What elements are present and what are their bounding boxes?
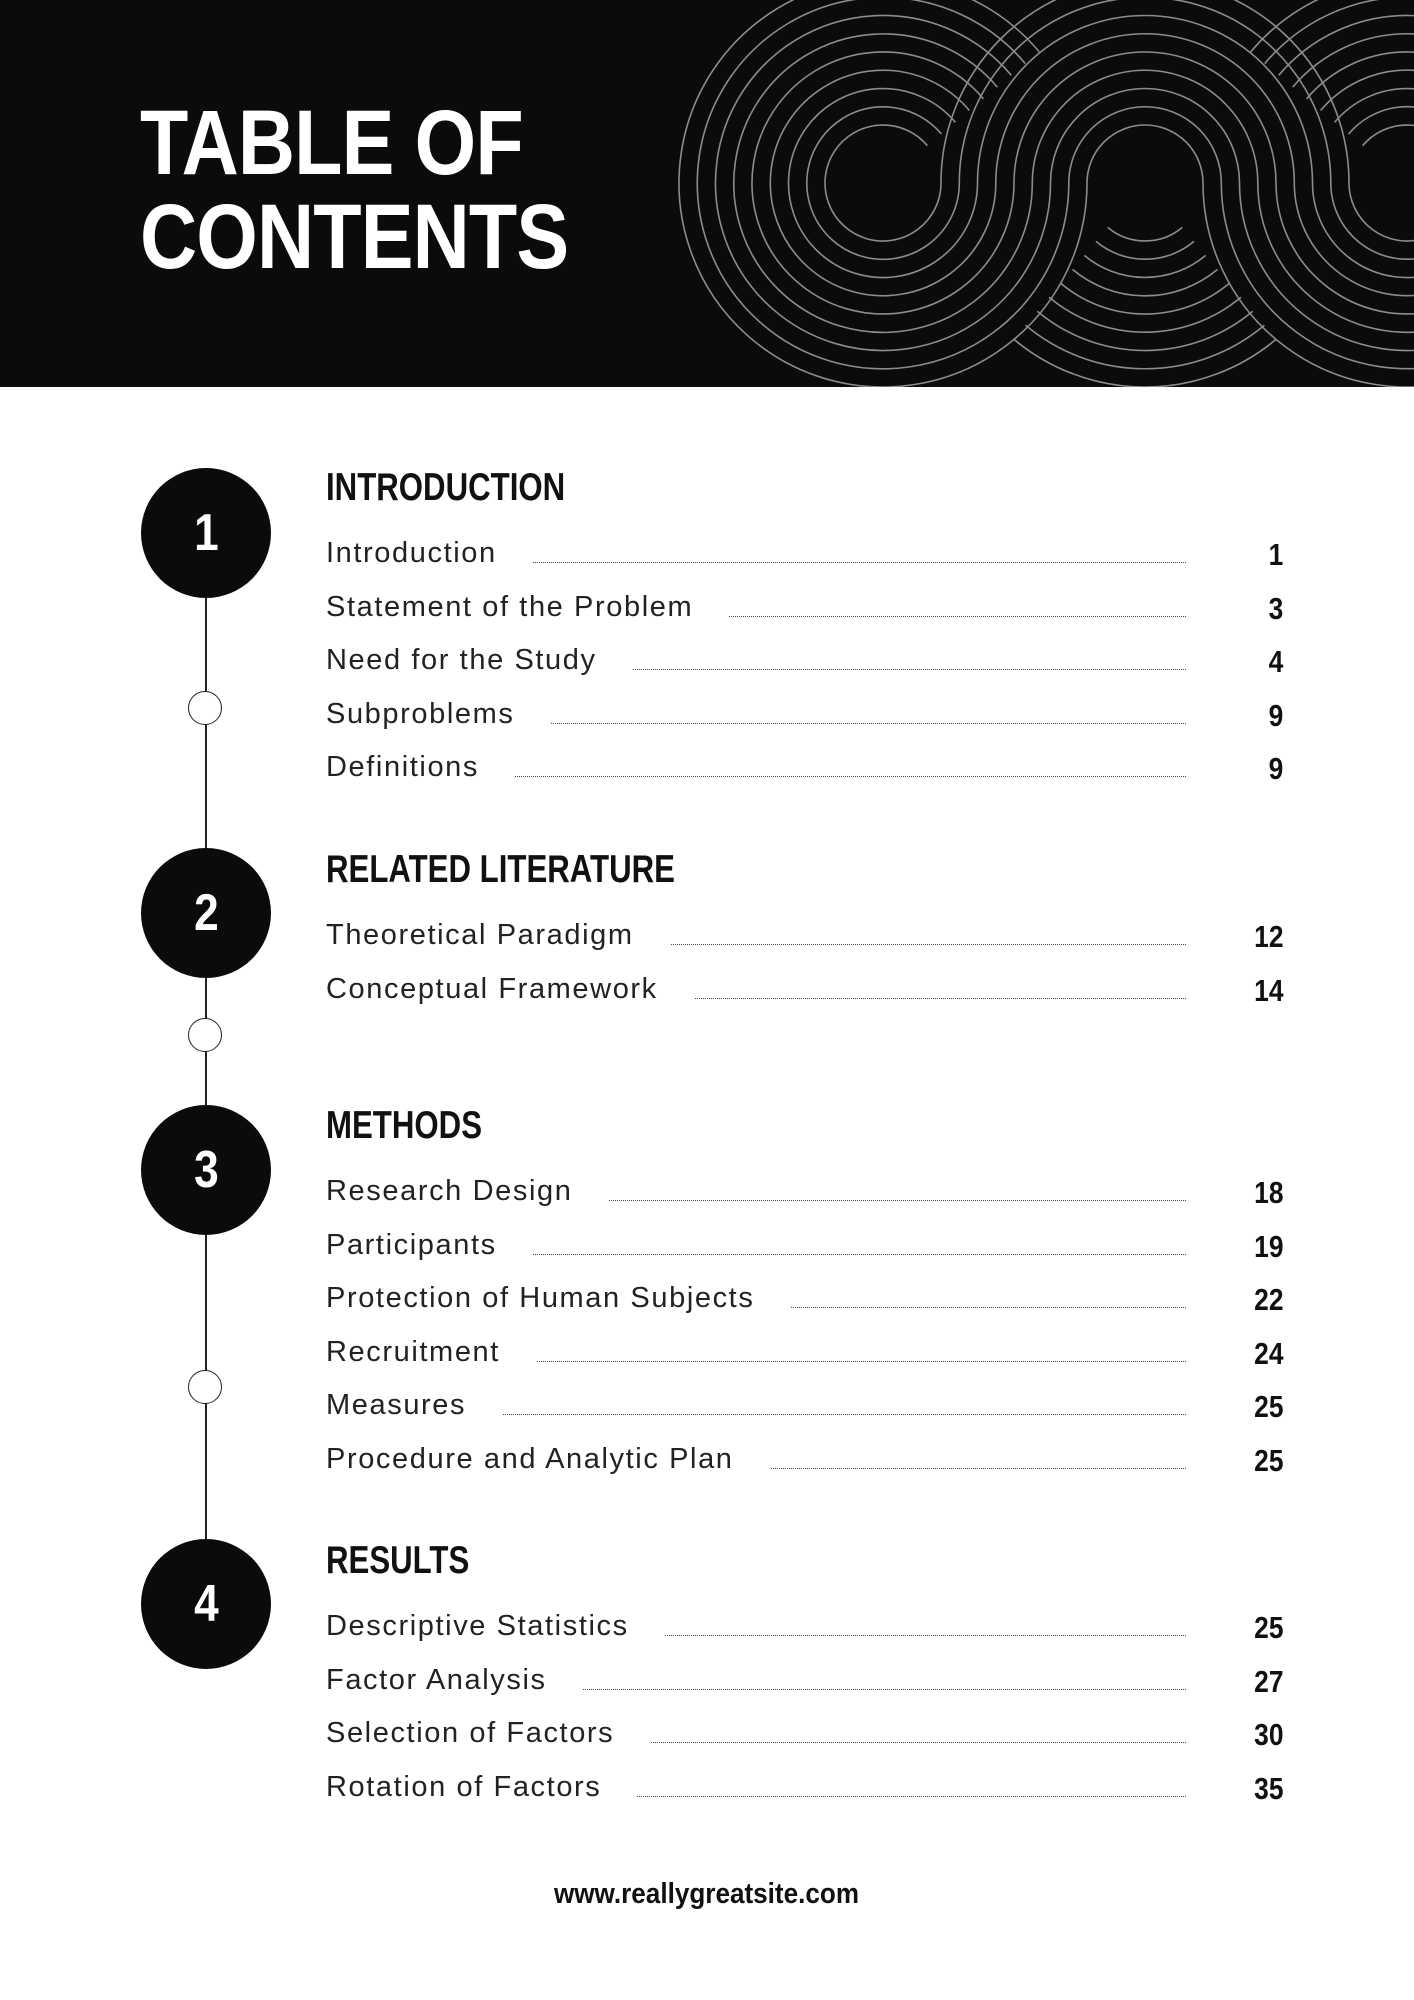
decorative-ring-arc (978, 15, 1313, 183)
toc-entry-page: 1 (1268, 537, 1283, 572)
page-title (140, 92, 569, 288)
title-line-2: CONTENTS (140, 186, 569, 288)
toc-entry[interactable] (326, 1225, 1286, 1265)
toc-entry[interactable] (326, 1332, 1286, 1372)
toc-entry-label: Statement of the Problem (326, 587, 729, 627)
section-number-badge (141, 848, 271, 978)
toc-entry[interactable] (326, 640, 1286, 680)
title-line-1: TABLE OF (140, 92, 523, 194)
toc-entry-page: 25 (1253, 1389, 1283, 1425)
decorative-ring-arc (1051, 88, 1240, 183)
decorative-ring-arc (1014, 339, 1276, 387)
toc-entry-label: Need for the Study (326, 640, 633, 680)
section-heading: RELATED LITERATURE (326, 848, 675, 891)
decorative-ring-arc (825, 125, 941, 241)
toc-entry[interactable] (326, 533, 1286, 573)
toc-entry[interactable] (326, 1385, 1286, 1425)
toc-entry[interactable] (326, 1767, 1286, 1807)
decorative-ring-arc (1061, 283, 1229, 314)
toc-entry-label: Recruitment (326, 1332, 536, 1372)
toc-entry-label: Descriptive Statistics (326, 1606, 665, 1646)
toc-entry-page: 4 (1268, 644, 1283, 680)
toc-entry[interactable] (326, 587, 1286, 627)
decorative-ring-arc (1258, 34, 1414, 333)
decorative-ring-arc (788, 89, 977, 278)
decorative-ring-arc (1313, 89, 1414, 278)
decorative-ring-arc (996, 34, 1295, 183)
decorative-ring-arc (941, 0, 1349, 183)
toc-entry[interactable] (326, 747, 1286, 787)
decorative-ring-arc (752, 52, 1014, 314)
section-number-badge (141, 468, 271, 598)
decorative-ring-arc (1276, 52, 1414, 314)
decorative-ring-arc (1331, 107, 1414, 260)
header-banner (0, 0, 1414, 387)
section-number: 1 (193, 504, 219, 562)
toc-entry-page: 30 (1253, 1717, 1283, 1753)
toc-entry-page: 18 (1253, 1175, 1283, 1210)
toc-entry-label: Factor Analysis (326, 1660, 583, 1700)
decorative-ring-arc (1203, 0, 1414, 387)
section-number-badge (141, 1539, 271, 1669)
decorative-ring-arc (1096, 241, 1194, 259)
toc-entry[interactable] (326, 1278, 1286, 1318)
decorative-ring-arc (734, 34, 1033, 333)
toc-entry-page: 14 (1253, 972, 1283, 1008)
toc-entry[interactable] (326, 1171, 1286, 1211)
section-heading: INTRODUCTION (326, 466, 566, 509)
toc-entry[interactable] (326, 694, 1286, 734)
toc-entry-page: 9 (1268, 751, 1283, 787)
decorative-ring-arc (1087, 125, 1203, 183)
decorative-ring-arc (1032, 70, 1258, 183)
decorative-ring-arc (1037, 311, 1252, 350)
section-heading: METHODS (326, 1104, 482, 1147)
toc-entry-page: 25 (1253, 1610, 1283, 1645)
timeline-dot (188, 1018, 222, 1052)
toc-entry-label: Conceptual Framework (326, 969, 694, 1009)
toc-entry-page: 19 (1253, 1228, 1283, 1264)
toc-entry-page: 27 (1253, 1663, 1283, 1699)
toc-entry-label: Participants (326, 1225, 533, 1265)
toc-entry[interactable] (326, 969, 1286, 1009)
toc-entry-label: Procedure and Analytic Plan (326, 1439, 770, 1479)
toc-entry-page: 22 (1253, 1282, 1283, 1318)
toc-entry-page: 3 (1268, 590, 1283, 626)
toc-entry-page: 24 (1253, 1335, 1283, 1371)
toc-entry-label: Rotation of Factors (326, 1767, 637, 1807)
timeline-dot (188, 691, 222, 725)
decorative-ring-arc (770, 70, 995, 295)
section-number-badge (141, 1105, 271, 1235)
toc-entry-page: 25 (1253, 1443, 1283, 1478)
decorative-ring-arc (1073, 269, 1218, 295)
decorative-ring-arc (1108, 227, 1183, 241)
toc-entry-label: Selection of Factors (326, 1713, 650, 1753)
toc-entry[interactable] (326, 1439, 1286, 1479)
toc-entry[interactable] (326, 915, 1286, 955)
toc-entry-label: Research Design (326, 1171, 608, 1211)
toc-entry-label: Subproblems (326, 694, 550, 734)
toc-entry-label: Protection of Human Subjects (326, 1278, 790, 1318)
decorative-ring-arc (1069, 107, 1222, 183)
decorative-ring-arc (1349, 125, 1414, 241)
footer (0, 1878, 1414, 1911)
decorative-ring-arc (807, 107, 960, 260)
toc-entry[interactable] (326, 1606, 1286, 1646)
section-heading: RESULTS (326, 1539, 470, 1582)
website-link[interactable]: www.reallygreatsite.com (554, 1878, 860, 1910)
section-number: 4 (193, 1575, 219, 1633)
timeline-dot (188, 1370, 222, 1404)
toc-entry[interactable] (326, 1660, 1286, 1700)
toc-entry[interactable] (326, 1713, 1286, 1753)
toc-entry-page: 35 (1253, 1770, 1283, 1806)
toc-entry-label: Measures (326, 1385, 502, 1425)
section-number: 3 (193, 1141, 219, 1199)
toc-entry-label: Theoretical Paradigm (326, 915, 670, 955)
toc-entry-label: Introduction (326, 533, 533, 573)
toc-entry-page: 9 (1268, 697, 1283, 733)
section-number: 2 (193, 884, 219, 942)
toc-entry-label: Definitions (326, 747, 515, 787)
decorative-ring-arc (679, 0, 1087, 387)
toc-entry-page: 12 (1253, 919, 1283, 954)
